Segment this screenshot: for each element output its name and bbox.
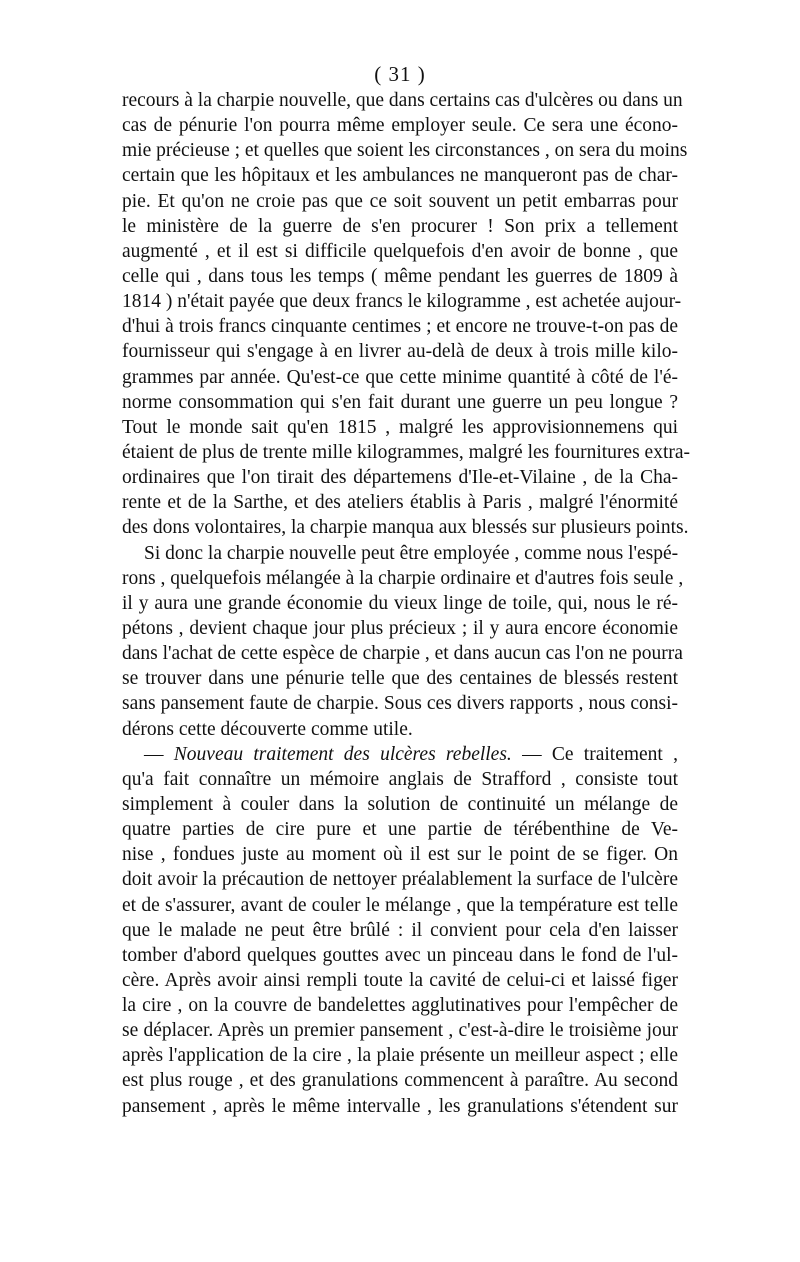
text-line: ordinaires que l'on tirait des départemens d'Ile-et-Vilaine , de la Cha- [122, 467, 678, 489]
text-line: se déplacer. Après un premier pansement , c'est-à-dire le troisième jour [122, 1020, 678, 1042]
text-line: d'hui à trois francs cinquante centimes ; et encore ne trouve-t-on pas de [122, 316, 678, 338]
text-line: après l'application de la cire , la plaie présente un meilleur aspect ; elle [122, 1045, 678, 1067]
text-line: celle qui , dans tous les temps ( même pendant les guerres de 1809 à [122, 265, 678, 287]
text-line: se trouver dans une pénurie telle que des centaines de blessés restent [122, 668, 678, 690]
text-line: 1814 ) n'était payée que deux francs le kilogramme , est achetée aujour- [122, 291, 682, 313]
page-number: ( 31 ) [374, 62, 426, 86]
text-line: fournisseur qui s'engage à en livrer au-delà de deux à trois mille kilo- [122, 341, 678, 363]
text-line: la cire , on la couvre de bandelettes agglutinatives pour l'empêcher de [122, 995, 678, 1017]
text-line: nise , fondues juste au moment où il est sur le point de se figer. On [122, 844, 678, 866]
paragraph-ulcer-treatment [122, 742, 678, 1119]
text-line: que le malade ne peut être brûlé : il convient pour cela d'en laisser [122, 919, 678, 941]
text-line: pétons , devient chaque jour plus précieux ; il y aura encore économie [122, 617, 678, 639]
text-line: norme consommation qui s'en fait durant une guerre un peu longue ? [122, 391, 678, 413]
text-line: le ministère de la guerre de s'en procurer ! Son prix a tellement [122, 215, 678, 237]
text-line: Tout le monde sait qu'en 1815 , malgré les approvisionnemens qui [122, 416, 678, 438]
text-line: qu'a fait connaître un mémoire anglais de Strafford , consiste tout [122, 768, 678, 790]
text-line: doit avoir la précaution de nettoyer préalablement la surface de l'ulcère [122, 869, 678, 891]
text-line: grammes par année. Qu'est-ce que cette minime quantité à côté de l'é- [122, 366, 678, 388]
text-line: dans l'achat de cette espèce de charpie , et dans aucun cas l'on ne pourra [122, 643, 683, 665]
text-line: dérons cette découverte comme utile. [122, 718, 413, 740]
text-line: recours à la charpie nouvelle, que dans certains cas d'ulcères ou dans un [122, 90, 683, 111]
text-line: cas de pénurie l'on pourra même employer seule. Ce sera une écono- [122, 115, 678, 137]
text-line: Si donc la charpie nouvelle peut être employée , comme nous l'espé- [144, 542, 679, 564]
text-line: sans pansement faute de charpie. Sous ces divers rapports , nous consi- [122, 693, 678, 715]
text-line: mie précieuse ; et quelles que soient les circonstances , on sera du moins [122, 140, 688, 162]
text-line: simplement à couler dans la solution de continuité un mélange de [122, 793, 678, 815]
text-line: pie. Et qu'on ne croie pas que ce soit souvent un petit embarras pour [122, 190, 678, 212]
text-line: rente et de la Sarthe, et des ateliers établis à Paris , malgré l'énormité [122, 492, 678, 514]
text-line: il y aura une grande économie du vieux linge de toile, qui, nous le ré- [122, 592, 678, 614]
text-line: et de s'assurer, avant de couler le mélange , que la température est telle [122, 894, 678, 916]
text-line: des dons volontaires, la charpie manqua aux blessés sur plusieurs points. [122, 517, 689, 539]
heading-line-rest: — Ce traitement , [522, 743, 679, 765]
paragraph-new-charpie [122, 541, 684, 742]
text-line: étaient de plus de trente mille kilogrammes, malgré les fournitures extra- [122, 441, 691, 463]
text-line: tomber d'abord quelques gouttes avec un pinceau dans le fond de l'ul- [122, 944, 678, 966]
text-line: pansement , après le même intervalle , les granulations s'étendent sur [122, 1095, 678, 1117]
text-line: est plus rouge , et des granulations commencent à paraître. Au second [122, 1070, 678, 1092]
section-heading: Nouveau traitement des ulcères rebelles. [173, 743, 512, 765]
text-line: rons , quelquefois mélangée à la charpie ordinaire et d'autres fois seule , [122, 567, 684, 589]
paragraph-charpie-costs [122, 88, 691, 541]
text-line: certain que les hôpitaux et les ambulances ne manqueront pas de char- [122, 165, 678, 187]
section-heading-line [122, 742, 678, 767]
body-text [122, 88, 691, 1119]
text-line: quatre parties de cire pure et une partie de térébenthine de Ve- [122, 819, 678, 841]
text-line: cère. Après avoir ainsi rempli toute la cavité de celui-ci et laissé figer [122, 969, 678, 991]
text-line: augmenté , et il est si difficile quelquefois d'en avoir de bonne , que [122, 240, 678, 262]
lead-dash: — [144, 743, 164, 765]
